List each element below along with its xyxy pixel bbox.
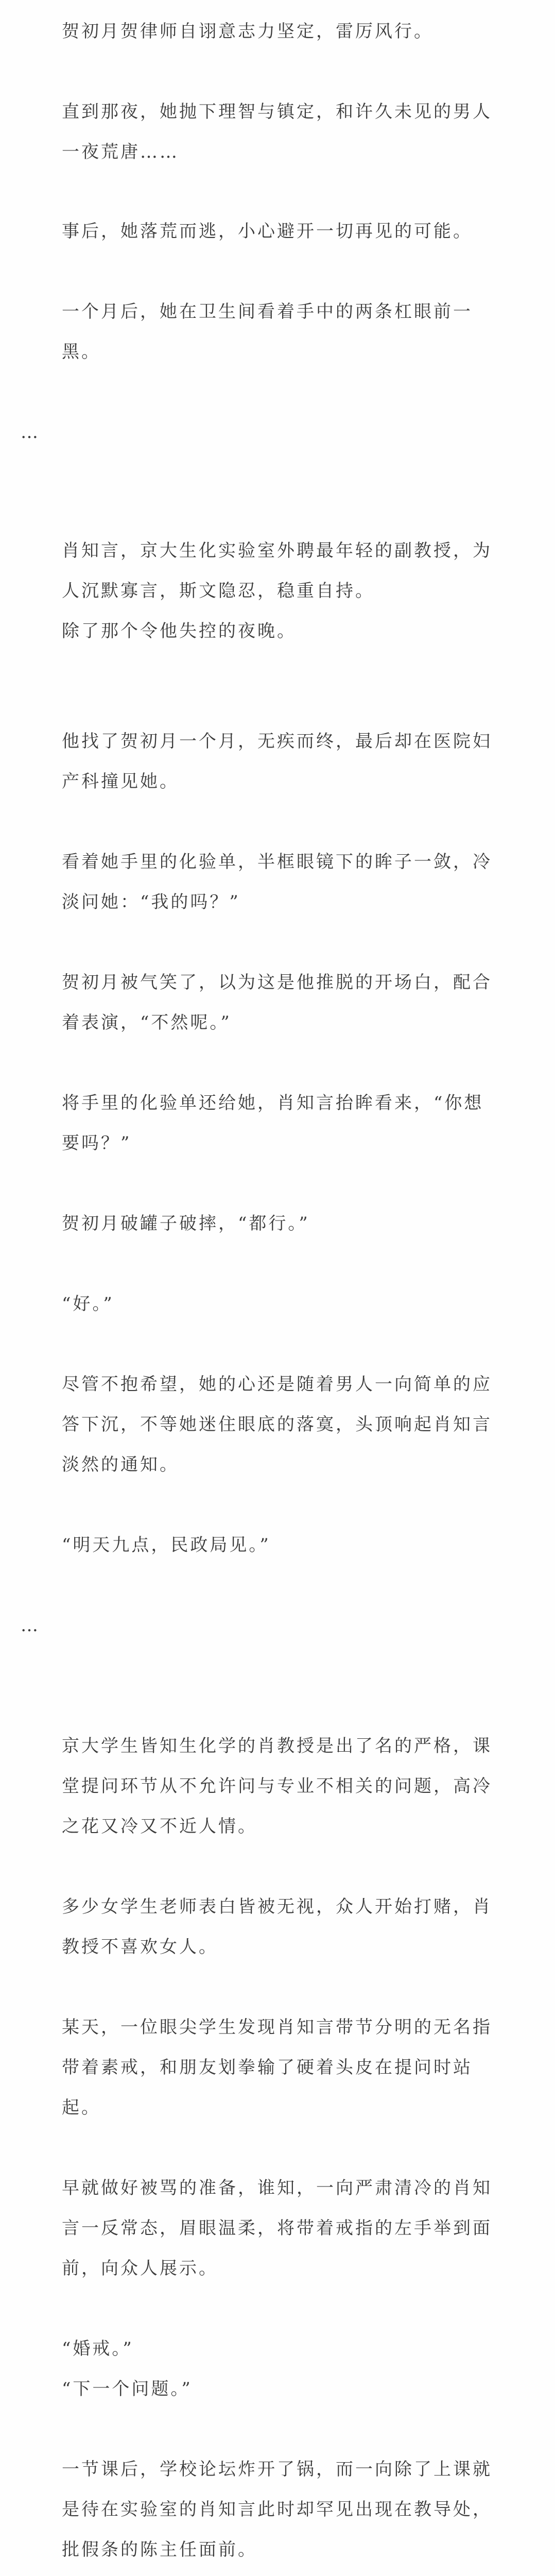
paragraph: 某天，一位眼尖学生发现肖知言带节分明的无名指带着素戒，和朋友划拳输了硬着头皮在提问时站起。 xyxy=(62,2017,492,2118)
paragraph: 事后，她落荒而逃，小心避开一切再见的可能。 xyxy=(62,221,473,242)
paragraph: 贺初月破罐子破摔，“都行。” xyxy=(62,1213,310,1234)
paragraph: 将手里的化验单还给她，肖知言抬眸看来，“你想要吗？” xyxy=(62,1093,484,1154)
paragraph: “婚戒。” xyxy=(62,2338,134,2359)
paragraph: 肖知言，京大生化实验室外聘最年轻的副教授，为人沉默寡言，斯文隐忍，稳重自持。 xyxy=(62,540,492,601)
paragraph: 看着她手里的化验单，半框眼镜下的眸子一敛，冷淡问她：“我的吗？” xyxy=(62,852,492,912)
paragraph: 贺初月被气笑了，以为这是他推脱的开场白，配合着表演，“不然呢。” xyxy=(62,972,492,1033)
scene-break: … xyxy=(21,1615,39,1636)
paragraph: 早就做好被骂的准备，谁知，一向严肃清冷的肖知言一反常态，眉眼温柔，将带着戒指的左手举到面前，向众人展示。 xyxy=(62,2178,492,2279)
paragraph: 除了那个令他失控的夜晚。 xyxy=(62,621,297,641)
paragraph: 尽管不抱希望，她的心还是随着男人一向简单的应答下沉，不等她迷住眼底的落寞，头顶响起肖知言淡然的通知。 xyxy=(62,1374,492,1475)
paragraph: 贺初月贺律师自诩意志力坚定，雷厉风行。 xyxy=(62,21,433,42)
paragraph: 多少女学生老师表白皆被无视，众人开始打赌，肖教授不喜欢女人。 xyxy=(62,1896,492,1957)
paragraph: 京大学生皆知生化学的肖教授是出了名的严格，课堂提问环节从不允许问与专业不相关的问题，高冷之花又冷又不近人情。 xyxy=(62,1736,492,1837)
paragraph: 一节课后，学校论坛炸开了锅，而一向除了上课就是待在实验室的肖知言此时却罕见出现在教导处，批假条的陈主任面前。 xyxy=(62,2459,492,2560)
paragraph: “好。” xyxy=(62,1294,114,1314)
paragraph: 直到那夜，她抛下理智与镇定，和许久未见的男人一夜荒唐…… xyxy=(62,101,492,162)
paragraph: “下一个问题。” xyxy=(62,2379,193,2399)
scene-break: … xyxy=(21,422,39,443)
paragraph: 他找了贺初月一个月，无疾而终，最后却在医院妇产科撞见她。 xyxy=(62,731,492,792)
paragraph: “明天九点，民政局见。” xyxy=(62,1535,271,1555)
paragraph: 一个月后，她在卫生间看着手中的两条杠眼前一黑。 xyxy=(62,301,473,362)
